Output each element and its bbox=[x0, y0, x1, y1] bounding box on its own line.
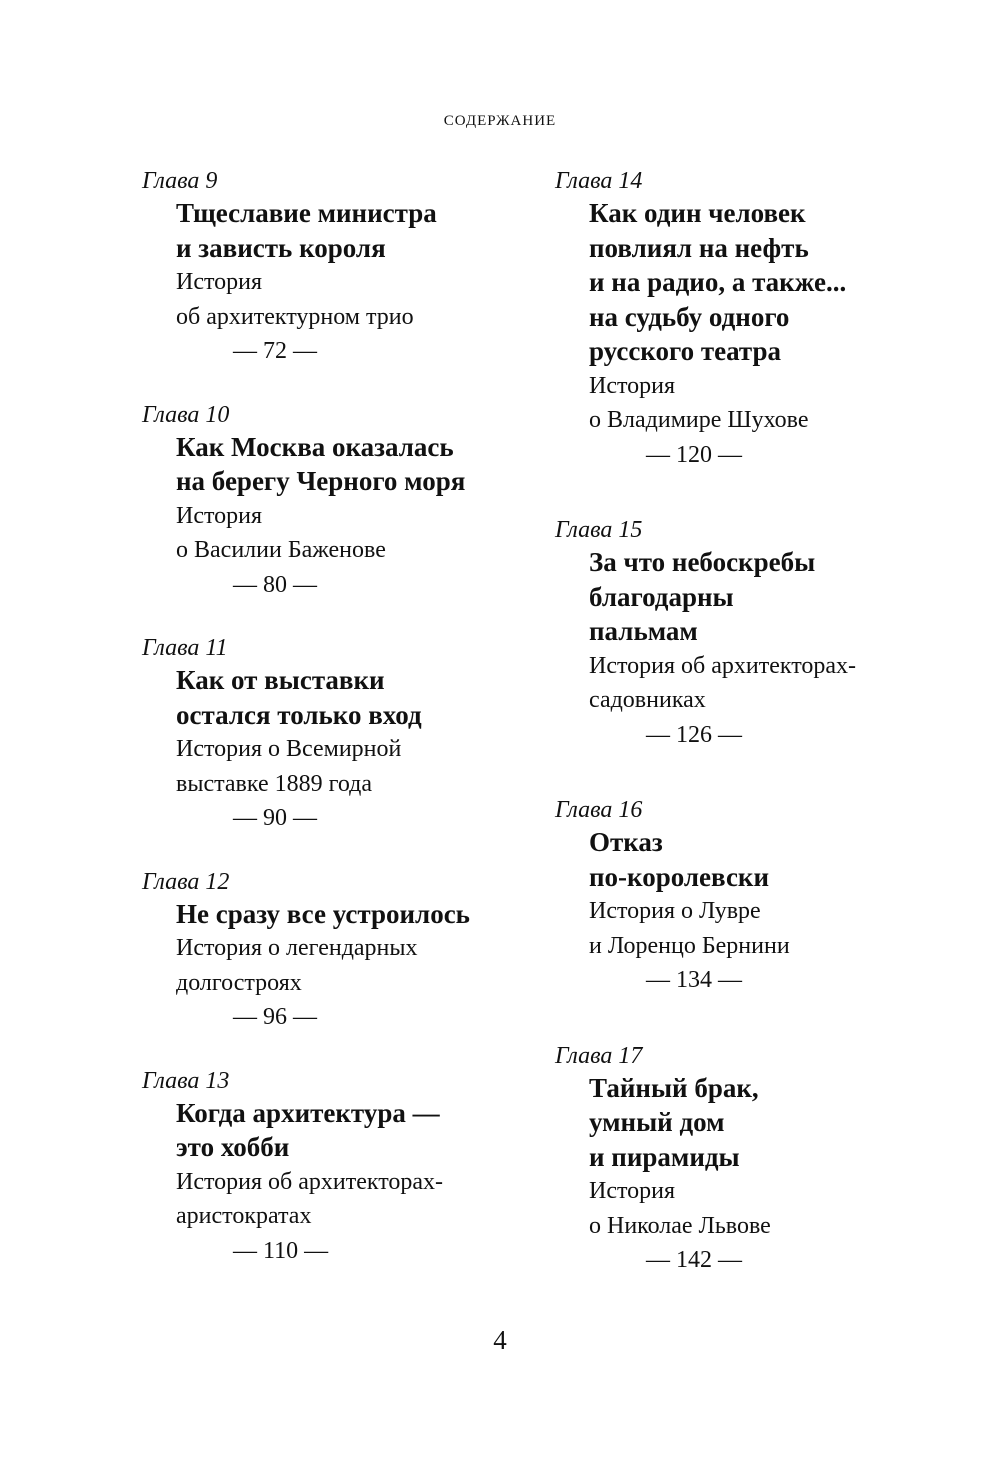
chapter-subtitle-line: История bbox=[176, 269, 263, 295]
chapter-title-line: и пирамиды bbox=[589, 1141, 740, 1172]
toc-entry bbox=[142, 166, 522, 369]
chapter-title-line: на берегу Черного моря bbox=[176, 466, 466, 496]
chapter-subtitle-line: История об архитекторах- bbox=[589, 652, 857, 679]
page-number: — 142 — bbox=[646, 1247, 742, 1273]
chapter-label: Глава 15 bbox=[555, 517, 643, 543]
chapter-label: Глава 14 bbox=[555, 168, 643, 194]
chapter-label: Глава 16 bbox=[555, 797, 643, 823]
chapter-title-line: За что небоскребы bbox=[589, 547, 816, 577]
chapter-subtitle-line: о Василии Баженове bbox=[176, 537, 386, 563]
chapter-subtitle-line: выставке 1889 года bbox=[176, 770, 373, 797]
chapter-title-line: Не сразу все устроилось bbox=[176, 898, 470, 929]
chapter-subtitle-line: и Лоренцо Бернини bbox=[589, 932, 790, 959]
page-number: — 110 — bbox=[233, 1237, 329, 1264]
chapter-subtitle-line: История об архитекторах- bbox=[176, 1168, 444, 1195]
chapter-subtitle-line: долгостроях bbox=[176, 969, 302, 996]
chapter-label: Глава 9 bbox=[142, 168, 218, 194]
page-number: — 80 — bbox=[233, 571, 317, 598]
chapter-title-line: Когда архитектура — bbox=[176, 1097, 440, 1128]
toc-column-left bbox=[142, 166, 522, 1268]
chapter-subtitle-line: История о Всемирной bbox=[176, 736, 402, 762]
toc-entry bbox=[555, 795, 935, 998]
toc-entry bbox=[142, 1066, 522, 1269]
page-number: — 134 — bbox=[646, 967, 742, 993]
page-folio: 4 bbox=[493, 1325, 507, 1355]
chapter-title-line: Как Москва оказалась bbox=[176, 431, 454, 462]
toc-entry bbox=[555, 166, 935, 472]
chapter-title-line: Тщеславие министра bbox=[176, 198, 437, 228]
chapter-title-line: Как от выставки bbox=[176, 665, 385, 695]
chapter-label: Глава 11 bbox=[142, 635, 228, 661]
chapter-title-line: это хобби bbox=[176, 1132, 290, 1162]
toc-entry bbox=[555, 515, 935, 752]
page-number: — 126 — bbox=[646, 721, 742, 748]
chapter-title-line: пальмам bbox=[589, 616, 698, 646]
chapter-title-line: остался только вход bbox=[176, 699, 422, 730]
chapter-title-line: русского театра bbox=[589, 336, 781, 366]
chapter-subtitle-line: садовниках bbox=[589, 687, 706, 713]
chapter-title-line: благодарны bbox=[589, 581, 734, 612]
chapter-subtitle-line: История о Лувре bbox=[589, 898, 761, 924]
chapter-title-line: по-королевски bbox=[589, 861, 770, 892]
toc-column-right bbox=[555, 166, 935, 1278]
page-number: — 72 — bbox=[233, 338, 317, 364]
chapter-title-line: повлиял на нефть bbox=[589, 232, 809, 263]
chapter-title-line: на судьбу одного bbox=[589, 301, 790, 332]
chapter-title-line: и на радио, а также... bbox=[589, 267, 847, 297]
page-number: — 120 — bbox=[646, 441, 742, 468]
chapter-subtitle-line: История bbox=[589, 372, 676, 399]
page-number: — 90 — bbox=[233, 805, 317, 831]
running-header: содержание bbox=[443, 106, 557, 130]
chapter-subtitle-line: История bbox=[589, 1178, 676, 1204]
chapter-title-line: Как один человек bbox=[589, 198, 806, 228]
chapter-subtitle-line: История bbox=[176, 502, 263, 529]
chapter-title-line: и зависть короля bbox=[176, 232, 386, 263]
toc-entry bbox=[142, 633, 522, 836]
toc-entry bbox=[555, 1041, 935, 1278]
chapter-subtitle-line: История о легендарных bbox=[176, 935, 418, 961]
page-number: — 96 — bbox=[233, 1004, 317, 1030]
chapter-subtitle-line: об архитектурном трио bbox=[176, 303, 414, 330]
chapter-subtitle-line: аристократах bbox=[176, 1203, 312, 1229]
toc-entry bbox=[142, 867, 522, 1035]
chapter-label: Глава 10 bbox=[142, 401, 230, 428]
toc-entry bbox=[142, 400, 522, 603]
chapter-subtitle-line: о Владимире Шухове bbox=[589, 407, 809, 433]
chapter-title-line: Тайный брак, bbox=[589, 1072, 759, 1103]
chapter-title-line: умный дом bbox=[589, 1107, 725, 1137]
chapter-subtitle-line: о Николае Львове bbox=[589, 1212, 771, 1239]
chapter-title-line: Отказ bbox=[589, 827, 663, 857]
chapter-label: Глава 17 bbox=[555, 1042, 643, 1069]
chapter-label: Глава 13 bbox=[142, 1067, 230, 1094]
chapter-label: Глава 12 bbox=[142, 868, 230, 895]
